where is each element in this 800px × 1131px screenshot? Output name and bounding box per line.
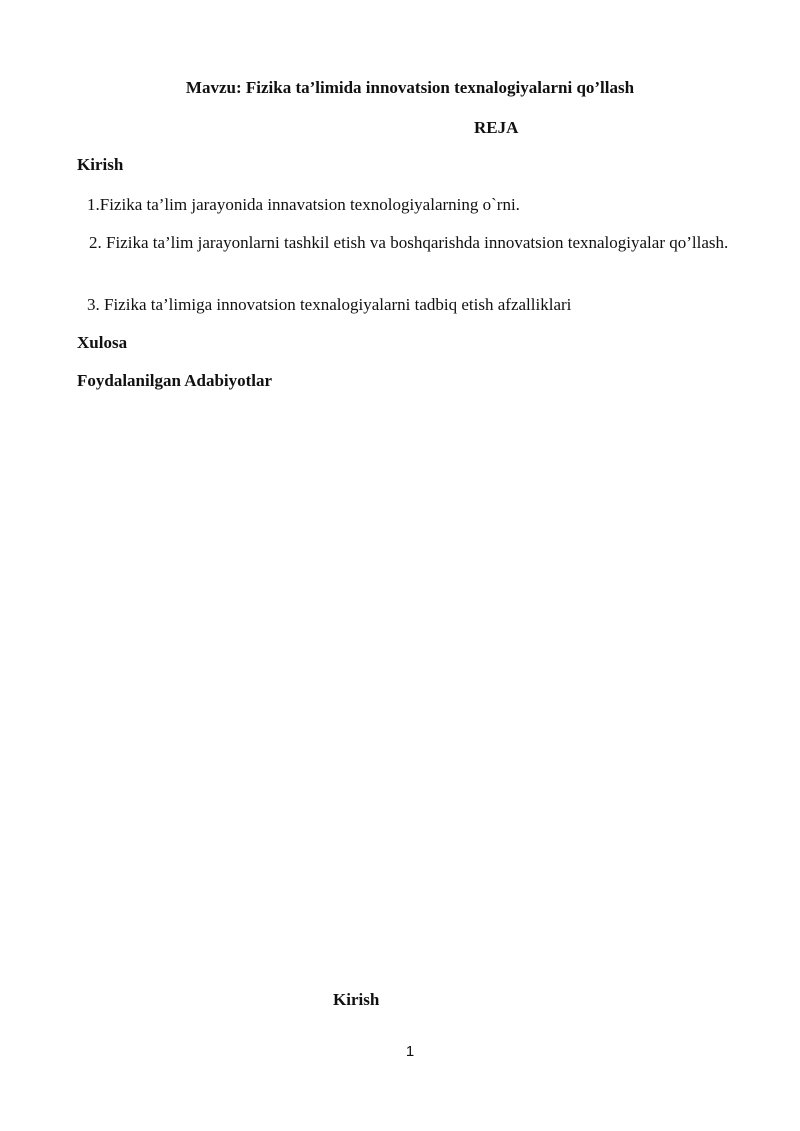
plan-references: Foydalanilgan Adabiyotlar: [77, 371, 273, 390]
page-number: 1: [405, 1043, 415, 1060]
section-heading: Kirish: [333, 990, 380, 1009]
plan-conclusion: Xulosa: [77, 333, 128, 352]
plan-item-1: 1.Fizika ta’lim jarayonida innavatsion texnologiyalarning o`rni.: [87, 195, 520, 214]
plan-item-3: 3. Fizika ta’limiga innovatsion texnalogiyalarni tadbiq etish afzalliklari: [87, 295, 572, 314]
plan-intro: Kirish: [77, 155, 124, 174]
plan-item-2: 2. Fizika ta’lim jarayonlarni tashkil etish va boshqarishda innovatsion texnalogiyalar qo’llash.: [89, 233, 729, 252]
plan-heading: REJA: [474, 118, 519, 137]
document-title: Mavzu: Fizika ta’limida innovatsion texnalogiyalarni qo’llash: [185, 78, 635, 97]
